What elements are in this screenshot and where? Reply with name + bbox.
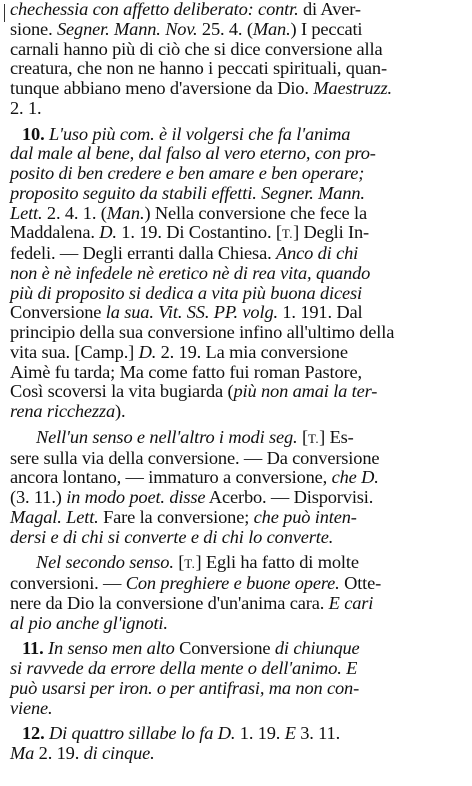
section-number: 11.: [22, 638, 44, 659]
text-span: proposito seguito da stabili effetti. Segner. Mann.: [10, 182, 365, 203]
entry-text: [10, 0, 466, 764]
text-span: D.: [138, 341, 157, 362]
text-line: [10, 0, 466, 20]
text-line: [10, 428, 466, 449]
text-span: la sua. Vit. SS. PP. volg.: [105, 302, 278, 323]
text-span: rena ricchezza: [10, 401, 115, 421]
text-span: viene.: [10, 697, 53, 718]
text-span: 2. 19. La mia conversione: [156, 341, 348, 362]
text-span: E: [284, 723, 296, 744]
text-span: sione.: [10, 18, 57, 39]
text-line: [10, 343, 466, 363]
text-span: [: [297, 426, 308, 447]
text-span: di Aver-: [298, 0, 361, 19]
text-line: [10, 144, 466, 164]
text-span: 2. 19.: [34, 743, 84, 763]
text-span: 1. 19. Di Costantino. [: [116, 222, 282, 243]
text-span: Così scoversi la vita bugiarda (: [10, 381, 234, 402]
text-span: ) Nella conversione che fece la: [144, 202, 367, 223]
editor-mark: T.: [281, 226, 294, 242]
text-span: che può inten-: [253, 506, 357, 527]
text-line: [10, 79, 466, 99]
text-span: Magal. Lett.: [10, 506, 99, 527]
text-span: Aimè fu tarda; Ma come fatto fui roman Pastore,: [10, 361, 362, 382]
text-span: ).: [114, 401, 126, 421]
text-span: 3. 11.: [295, 723, 341, 744]
text-span: (3. 11.): [10, 487, 67, 507]
text-span: [: [173, 552, 185, 573]
text-line: [10, 363, 466, 383]
text-span: principio della sua conversione infino all'ultimo della: [10, 322, 395, 342]
text-line: [10, 402, 466, 422]
text-line: [10, 724, 466, 744]
editor-mark: T.: [184, 556, 196, 572]
text-line: [10, 382, 466, 402]
text-span: Con preghiere e buone opere.: [125, 573, 340, 593]
text-span: Ma: [10, 743, 35, 763]
text-span: chechessia con affetto deliberato: contr.: [10, 0, 299, 19]
text-line: [10, 699, 466, 719]
text-span: Fare la conversione;: [98, 506, 254, 527]
text-line: [10, 679, 466, 699]
section-number: 10.: [22, 123, 45, 144]
text-span: Di quattro sillabe lo fa D.: [44, 723, 236, 744]
margin-rule: [4, 4, 5, 22]
text-span: non è nè infedele nè eretico nè di rea vita, quando: [10, 262, 371, 283]
text-span: di cinque.: [83, 743, 155, 763]
text-span: 1. 191. Dal: [277, 302, 363, 323]
text-line: [10, 99, 466, 119]
text-line: [10, 40, 466, 60]
text-span: Conversione: [10, 302, 106, 323]
text-line: [10, 488, 466, 508]
text-line: [10, 323, 466, 343]
text-span: Man.: [252, 18, 291, 39]
text-span: può usarsi per iron. o per antifrasi, ma non con-: [10, 677, 360, 698]
text-span: ] Degli In-: [293, 222, 370, 243]
text-span: 2. 4. 1. (: [42, 202, 107, 223]
text-span: che D.: [331, 467, 379, 488]
text-span: Maddalena.: [10, 222, 100, 243]
text-span: E cari: [328, 592, 374, 613]
editor-mark: T.: [307, 430, 320, 446]
text-span: fedeli. — Degli erranti dalla Chiesa.: [10, 243, 276, 263]
text-line: [10, 223, 466, 244]
text-span: 25. 4. (: [197, 18, 253, 39]
text-span: L'uso più com. è il volgersi che fa l'anima: [44, 123, 351, 144]
text-line: [10, 284, 466, 304]
text-span: Acerbo. — Disporvisi.: [205, 487, 374, 507]
text-line: [10, 468, 466, 488]
text-span: sere sulla via della conversione. — Da conversione: [10, 447, 380, 468]
text-span: sua. [Camp.]: [41, 341, 139, 362]
text-span: nere da Dio la conversione d'un'anima cara.: [10, 592, 329, 613]
text-line: [10, 184, 466, 204]
text-span: Anco di chi: [275, 243, 359, 263]
text-span: 2. 1.: [10, 97, 42, 118]
text-line: [10, 59, 466, 79]
text-line: [10, 614, 466, 634]
text-span: dersi e di chi si converte e di chi lo converte.: [10, 526, 334, 547]
text-span: D.: [99, 222, 117, 243]
text-span: al pio anche gl'ignoti.: [10, 612, 168, 633]
text-span: Lett.: [10, 202, 43, 223]
text-span: ancora lontano, — immaturo a conversione,: [10, 467, 332, 488]
text-span: ] Egli ha fatto di molte: [195, 552, 359, 573]
text-span: si ravvede da errore della mente o dell'animo. E: [10, 658, 358, 678]
text-span: più di proposito si dedica a vita più buona dicesi: [10, 282, 362, 303]
text-span: vita: [10, 341, 42, 362]
text-span: carnali hanno più di ciò che si dice conversione alla: [10, 38, 383, 59]
text-span: più non amai la ter-: [233, 381, 378, 402]
text-line: [10, 204, 466, 224]
text-line: [10, 659, 466, 679]
text-span: In senso men alto: [43, 638, 175, 659]
text-line: [10, 125, 466, 145]
text-span: in modo poet. disse: [66, 487, 206, 507]
text-span: 1. 19.: [235, 723, 285, 744]
text-span: Nell'un senso e nell'altro i modi seg.: [36, 426, 298, 447]
text-line: [10, 164, 466, 184]
text-span: Nel secondo senso.: [36, 552, 174, 573]
text-line: [10, 744, 466, 764]
text-span: Otte-: [339, 573, 382, 593]
text-line: [10, 449, 466, 469]
text-span: ] Es-: [319, 426, 354, 447]
text-line: [10, 20, 466, 40]
text-line: [10, 594, 466, 614]
text-span: Maestruzz.: [313, 78, 392, 98]
text-line: [10, 574, 466, 594]
text-line: [10, 528, 466, 548]
text-span: creatura, che non ne hanno i peccati spirituali, quan-: [10, 58, 387, 79]
text-span: posito di ben credere e ben amare e ben operare;: [10, 163, 365, 183]
text-span: dal male al bene, dal falso al vero eterno, con pro-: [10, 143, 376, 164]
section-number: 12.: [22, 723, 45, 744]
text-line: [10, 553, 466, 574]
text-line: [10, 508, 466, 528]
text-line: [10, 639, 466, 659]
text-line: [10, 264, 466, 284]
text-span: Segner. Mann. Nov.: [56, 18, 198, 39]
text-line: [10, 244, 466, 264]
text-span: ) I peccati: [290, 18, 363, 39]
text-line: [10, 303, 466, 323]
text-span: tunque abbiano meno d'aversione da Dio.: [10, 78, 314, 98]
text-span: Man.: [106, 202, 145, 223]
text-span: conversioni. —: [10, 573, 126, 593]
text-span: di chiunque: [274, 638, 360, 659]
text-span: Conversione: [174, 638, 275, 659]
